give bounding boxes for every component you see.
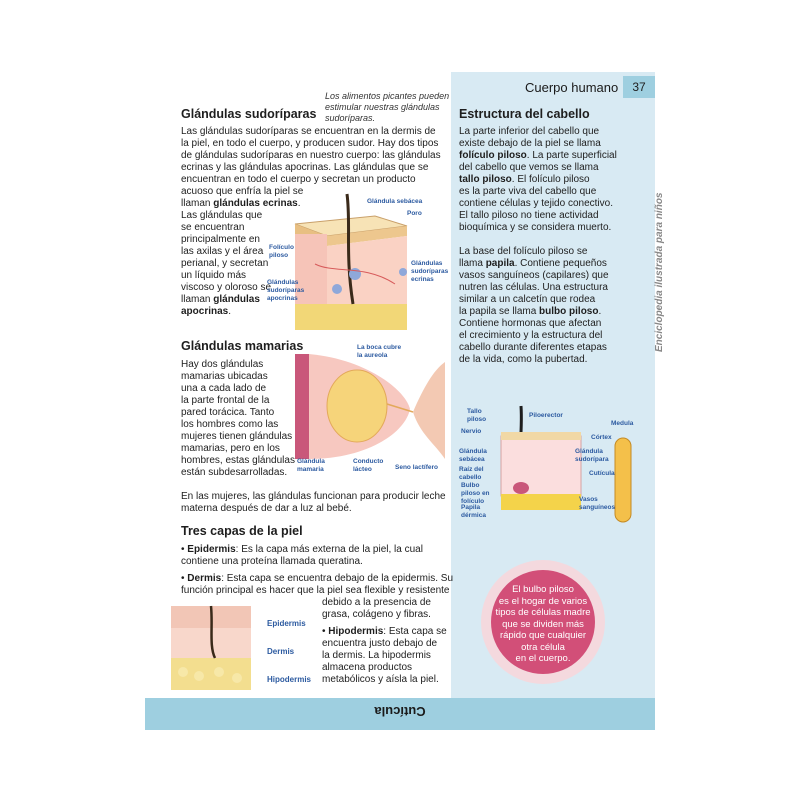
body-line: Contiene hormonas que afectan [459, 318, 602, 329]
book-page [145, 72, 665, 730]
heading-capas: Tres capas de la piel [181, 524, 303, 538]
body-line: es la parte viva del cabello que [459, 186, 597, 197]
caption-line: Los alimentos picantes pueden [325, 91, 450, 101]
label-nervio: Nervio [461, 428, 482, 435]
label-vasos: Vasos sanguíneos [579, 496, 616, 511]
heading-sudoriparas: Glándulas sudoríparas [181, 107, 317, 121]
body-line: contiene una proteína llamada queratina. [181, 556, 363, 567]
body-line: folículo piloso. La parte superficial [459, 150, 617, 161]
label-raiz: Raíz del cabello [459, 466, 484, 481]
body-line: mujeres tienen glándulas [181, 431, 293, 442]
label-epidermis: Epidermis [267, 619, 306, 628]
skin-diagram [295, 194, 413, 334]
label-piloerector: Piloerector [529, 412, 563, 419]
heading-cabello: Estructura del cabello [459, 107, 590, 121]
body-line: llaman glándulas ecrinas. [181, 198, 301, 209]
body-line: el crecimiento y la estructura del [459, 330, 603, 341]
label-dermis: Dermis [267, 647, 295, 656]
body-line: Las glándulas sudoríparas se encuentran en la dermis de [181, 126, 436, 137]
body-line: apocrinas. [181, 306, 232, 317]
section-title: Cuerpo humano [525, 80, 619, 95]
label-sudoripara: Glándula sudorípara [575, 448, 609, 463]
body-line: encuentra justo debajo de [322, 638, 438, 649]
label-papila: Papila dérmica [461, 504, 486, 519]
body-line: están subdesarrolladas. [181, 467, 288, 478]
body-line: En las mujeres, las glándulas funcionan para producir leche [181, 491, 446, 502]
body-line: similar a un calcetín que rodea [459, 294, 596, 305]
body-line: • Epidermis: Es la capa más externa de la piel, la cual [181, 544, 423, 555]
body-line: metabólicos y aísla la piel. [322, 674, 439, 685]
label-boca: La boca cubre la aureola [357, 344, 402, 359]
label-bulbo: Bulbo piloso en folículo [461, 482, 490, 505]
label-glandula-mamaria: Glándula mamaria [297, 458, 325, 473]
body-line: función principal es hacer que la piel sea flexible y resistente [181, 585, 450, 596]
body-line: Las glándulas que [181, 210, 263, 221]
heading-mamarias: Glándulas mamarias [181, 339, 304, 353]
body-line: mamarias, pero en los [181, 443, 280, 454]
body-line: de glándulas sudoríparas en nuestro cuerpo: las glándulas [181, 150, 441, 161]
skin-layers-diagram [171, 606, 251, 690]
body-line: grasa, colágeno y fibras. [322, 609, 431, 620]
caption-line: estimular nuestras glándulas [325, 102, 440, 112]
label-seno: Seno lactífero [395, 464, 438, 471]
body-line: materna después de dar a luz al bebé. [181, 503, 352, 514]
hair-strand [613, 438, 633, 522]
body-line: El tallo piloso no tiene actividad [459, 210, 599, 221]
label-cortex: Córtex [591, 434, 612, 441]
body-line: perianal, y secretan [181, 258, 269, 269]
body-line: ecrinas y las glándulas apocrinas. Las glándulas que se [181, 162, 429, 173]
footer-text: Cutícula [374, 704, 426, 719]
label-poro: Poro [407, 210, 422, 217]
body-line: Hay dos glándulas [181, 359, 264, 370]
footer-bar [145, 698, 655, 730]
body-line: La base del folículo piloso se [459, 246, 588, 257]
body-line: pared torácica. Tanto [181, 407, 275, 418]
label-ecrinas: Glándulas sudoríparas ecrinas [411, 260, 449, 283]
body-line: existe debajo de la piel se llama [459, 138, 601, 149]
body-line: llama papila. Contiene pequeños [459, 258, 607, 269]
body-line: encuentran en todo el cuerpo y secretan un producto [181, 174, 416, 185]
body-line: cabello durante diferentes etapas [459, 342, 607, 353]
body-line: vasos sanguíneos (capilares) que [459, 270, 609, 281]
body-line: tallo piloso. El folículo piloso [459, 174, 590, 185]
mammary-diagram [295, 354, 445, 464]
body-line: del cabello que vemos se llama [459, 162, 599, 173]
callout-text: El bulbo piloso es el hogar de varios tipos de células madre que se dividen más rápido que cualquier otra célula en el cuerpo. [495, 584, 591, 664]
body-line: principalmente en [181, 234, 260, 245]
body-line: • Hipodermis: Esta capa se [322, 626, 447, 637]
label-apocrinas: Glándulas sudoríparas apocrinas [267, 279, 305, 302]
body-line: viscoso y oloroso se [181, 282, 272, 293]
body-line: • Dermis: Esta capa se encuentra debajo de la epidermis. Su [181, 573, 453, 584]
body-line: acuoso que enfría la piel se [181, 186, 304, 197]
body-line: de la vida, como la pubertad. [459, 354, 588, 365]
body-line: debido a la presencia de [322, 597, 431, 608]
body-line: la dermis. La hipodermis [322, 650, 431, 661]
label-foliculo: Folículo piloso [269, 244, 294, 259]
body-line: nutren las células. Una estructura [459, 282, 608, 293]
body-line: la piel, en todo el cuerpo, y producen sudor. Hay dos tipos [181, 138, 439, 149]
label-conducto: Conducto lácteo [353, 458, 384, 473]
body-line: un líquido más [181, 270, 247, 281]
label-sebacea: Glándula sebácea [367, 198, 423, 205]
vertical-title: Enciclopedia ilustrada para niños [654, 192, 665, 352]
label-tallo: Tallo piloso [467, 408, 487, 423]
body-line: mamarias ubicadas [181, 371, 268, 382]
body-line: La parte inferior del cabello que [459, 126, 600, 137]
hair-diagram [501, 406, 585, 516]
body-line: la parte frontal de la [181, 395, 270, 406]
page-number: 37 [623, 76, 655, 98]
body-line: la papila se llama bulbo piloso. [459, 306, 602, 317]
body-line: contiene células y tejido conectivo. [459, 198, 613, 209]
body-line: llaman glándulas [181, 294, 260, 305]
caption-line: sudoríparas. [325, 113, 376, 123]
label-medula: Medula [611, 420, 634, 427]
label-hipodermis: Hipodermis [267, 675, 312, 684]
label-cuticula: Cutícula [589, 470, 615, 477]
body-line: las axilas y el área [181, 246, 264, 257]
body-line: hombres, estas glándulas [181, 455, 295, 466]
body-line: se encuentran [181, 222, 245, 233]
body-line: bioquímica y se considera muerto. [459, 222, 612, 233]
body-line: almacena productos [322, 662, 413, 673]
body-line: una a cada lado de [181, 383, 267, 394]
label-sebacea-cabello: Glándula sebácea [459, 448, 487, 463]
body-line: los hombres como las [181, 419, 279, 430]
